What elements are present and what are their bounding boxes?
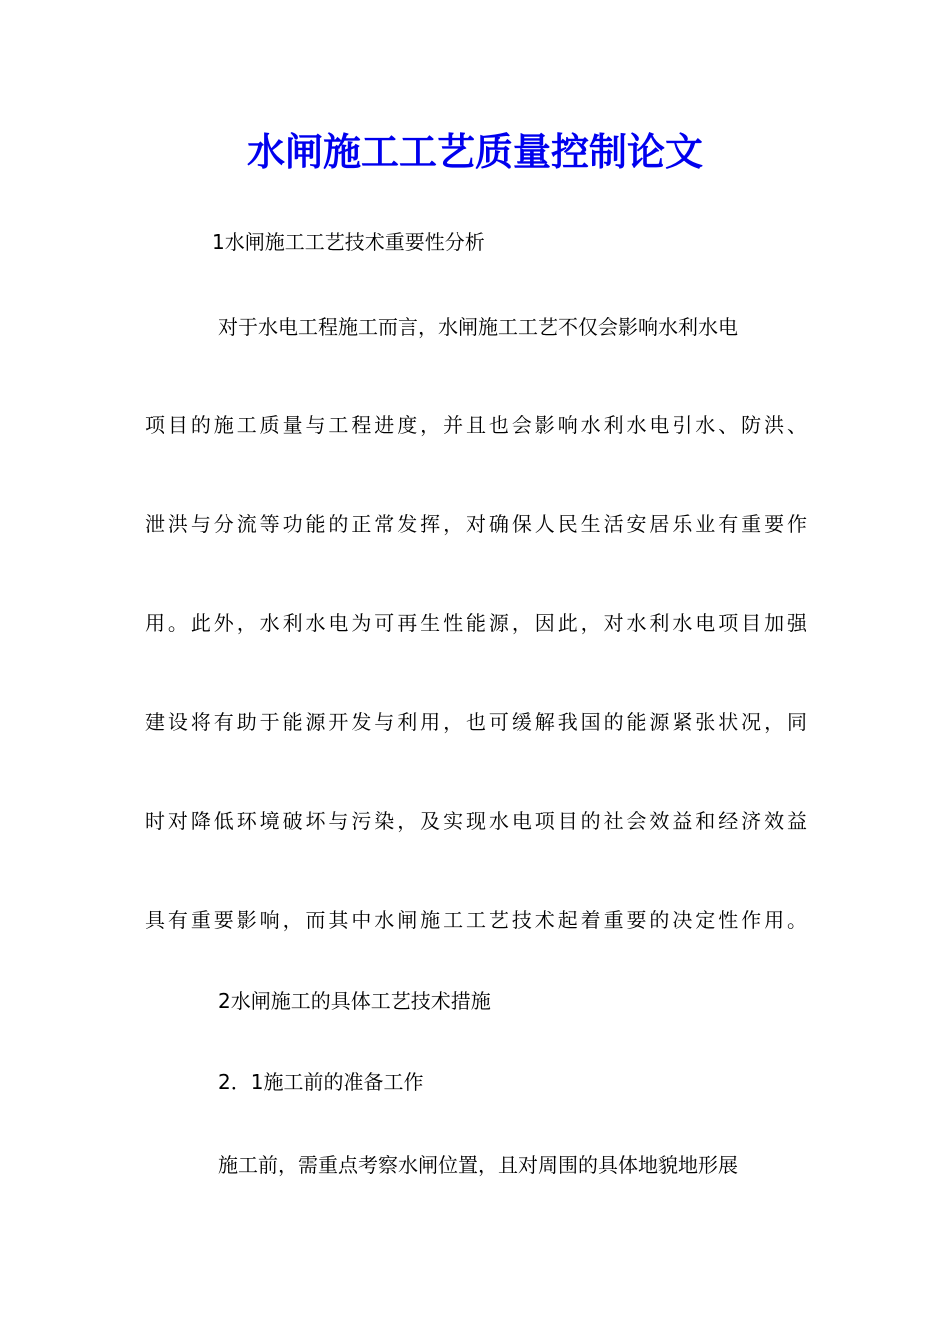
paragraph-line: 施工前，需重点考察水闸位置，且对周围的具体地貌地形展 [218,1153,738,1177]
paragraph-line: 具有重要影响，而其中水闸施工工艺技术起着重要的决定性作用。 [145,908,807,932]
paragraph-line: 泄洪与分流等功能的正常发挥，对确保人民生活安居乐业有重要作 [145,512,807,536]
paragraph-line: 项目的施工质量与工程进度，并且也会影响水利水电引水、防洪、 [145,413,807,437]
paragraph-line: 用。此外，水利水电为可再生性能源，因此，对水利水电项目加强 [145,611,807,635]
document-title: 水闸施工工艺质量控制论文 [246,129,703,174]
section-2-heading: 2水闸施工的具体工艺技术措施 [218,989,491,1013]
paragraph-line: 建设将有助于能源开发与利用，也可缓解我国的能源紧张状况，同 [145,710,807,734]
paragraph-line: 时对降低环境破坏与污染，及实现水电项目的社会效益和经济效益 [145,809,807,833]
section-2-1-heading: 2．1施工前的准备工作 [218,1070,424,1094]
section-1-heading: 1水闸施工工艺技术重要性分析 [212,230,485,254]
paragraph-line: 对于水电工程施工而言，水闸施工工艺不仅会影响水利水电 [218,315,738,339]
